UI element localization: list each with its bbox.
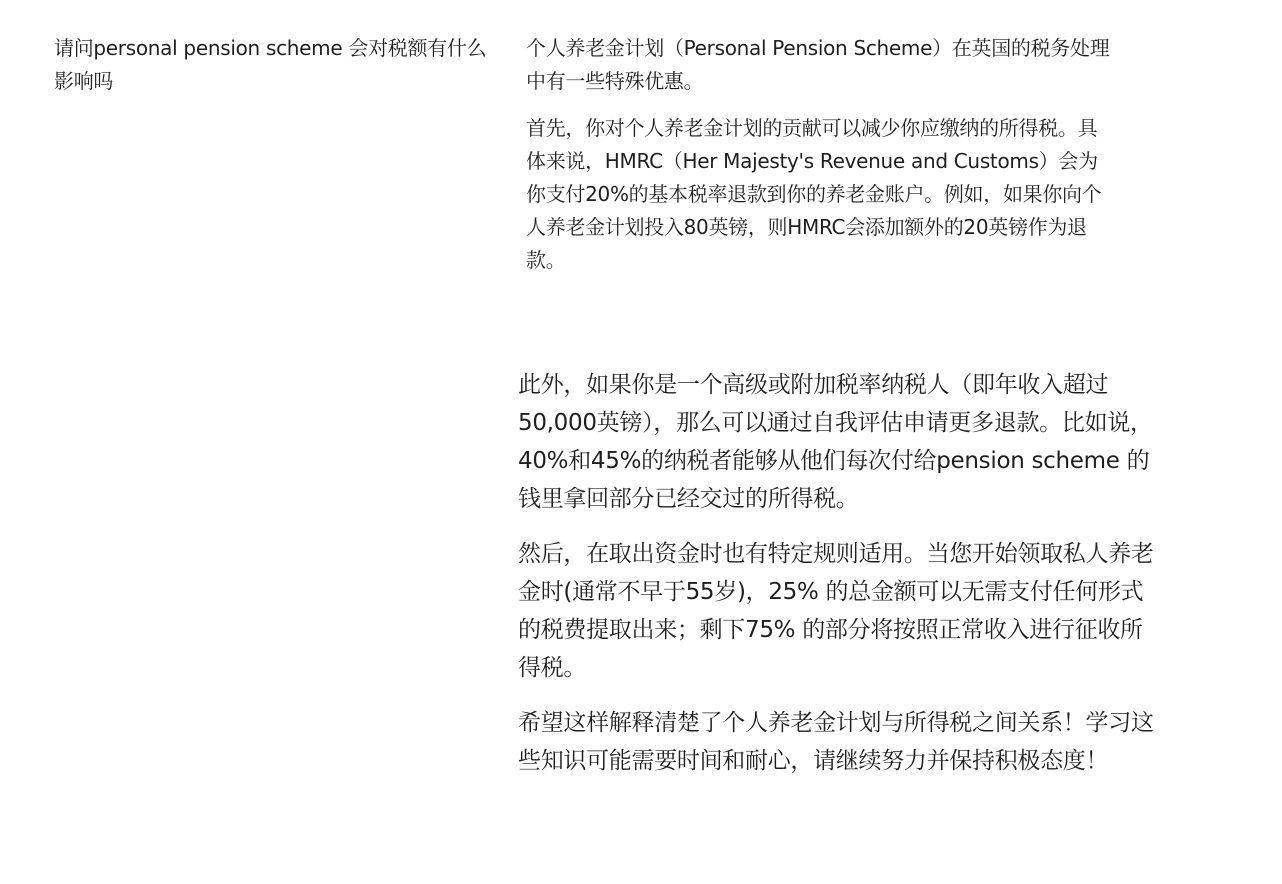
- answer-paragraph-closing: 希望这样解释清楚了个人养老金计划与所得税之间关系！学习这些知识可能需要时间和耐心，请继续努力并保持积极态度！: [518, 710, 1154, 774]
- answer-paragraph-higher-rate: 此外，如果你是一个高级或附加税率纳税人（即年收入超过50,000英镑），那么可以通过自我评估申请更多退款。比如说，40%和45%的纳税者能够从他们每次付给pension scheme 的钱里拿回部分已经交过的所得税。: [518, 372, 1153, 512]
- question-text: 请问personal pension scheme 会对税额有什么影响吗: [54, 36, 487, 93]
- answer-cell-intro: [526, 32, 1111, 291]
- answer-cell-details: [518, 366, 1154, 797]
- question-cell: [54, 32, 500, 98]
- answer-paragraph-withdrawal-rules: 然后，在取出资金时也有特定规则适用。当您开始领取私人养老金时(通常不早于55岁)，25% 的总金额可以无需支付任何形式的税费提取出来；剩下75% 的部分将按照正常收入进行征收所得税。: [518, 541, 1154, 681]
- answer-paragraph-intro: 个人养老金计划（Personal Pension Scheme）在英国的税务处理中有一些特殊优惠。: [526, 36, 1110, 93]
- answer-paragraph-contribution-relief: 首先，你对个人养老金计划的贡献可以减少你应缴纳的所得税。具体来说，HMRC（Her Majesty's Revenue and Customs）会为你支付20%的基本税率退款到你的养老金账户。例如，如果你向个人养老金计划投入80英镑，则HMRC会添加额外的20英镑作为退款。: [526, 116, 1102, 272]
